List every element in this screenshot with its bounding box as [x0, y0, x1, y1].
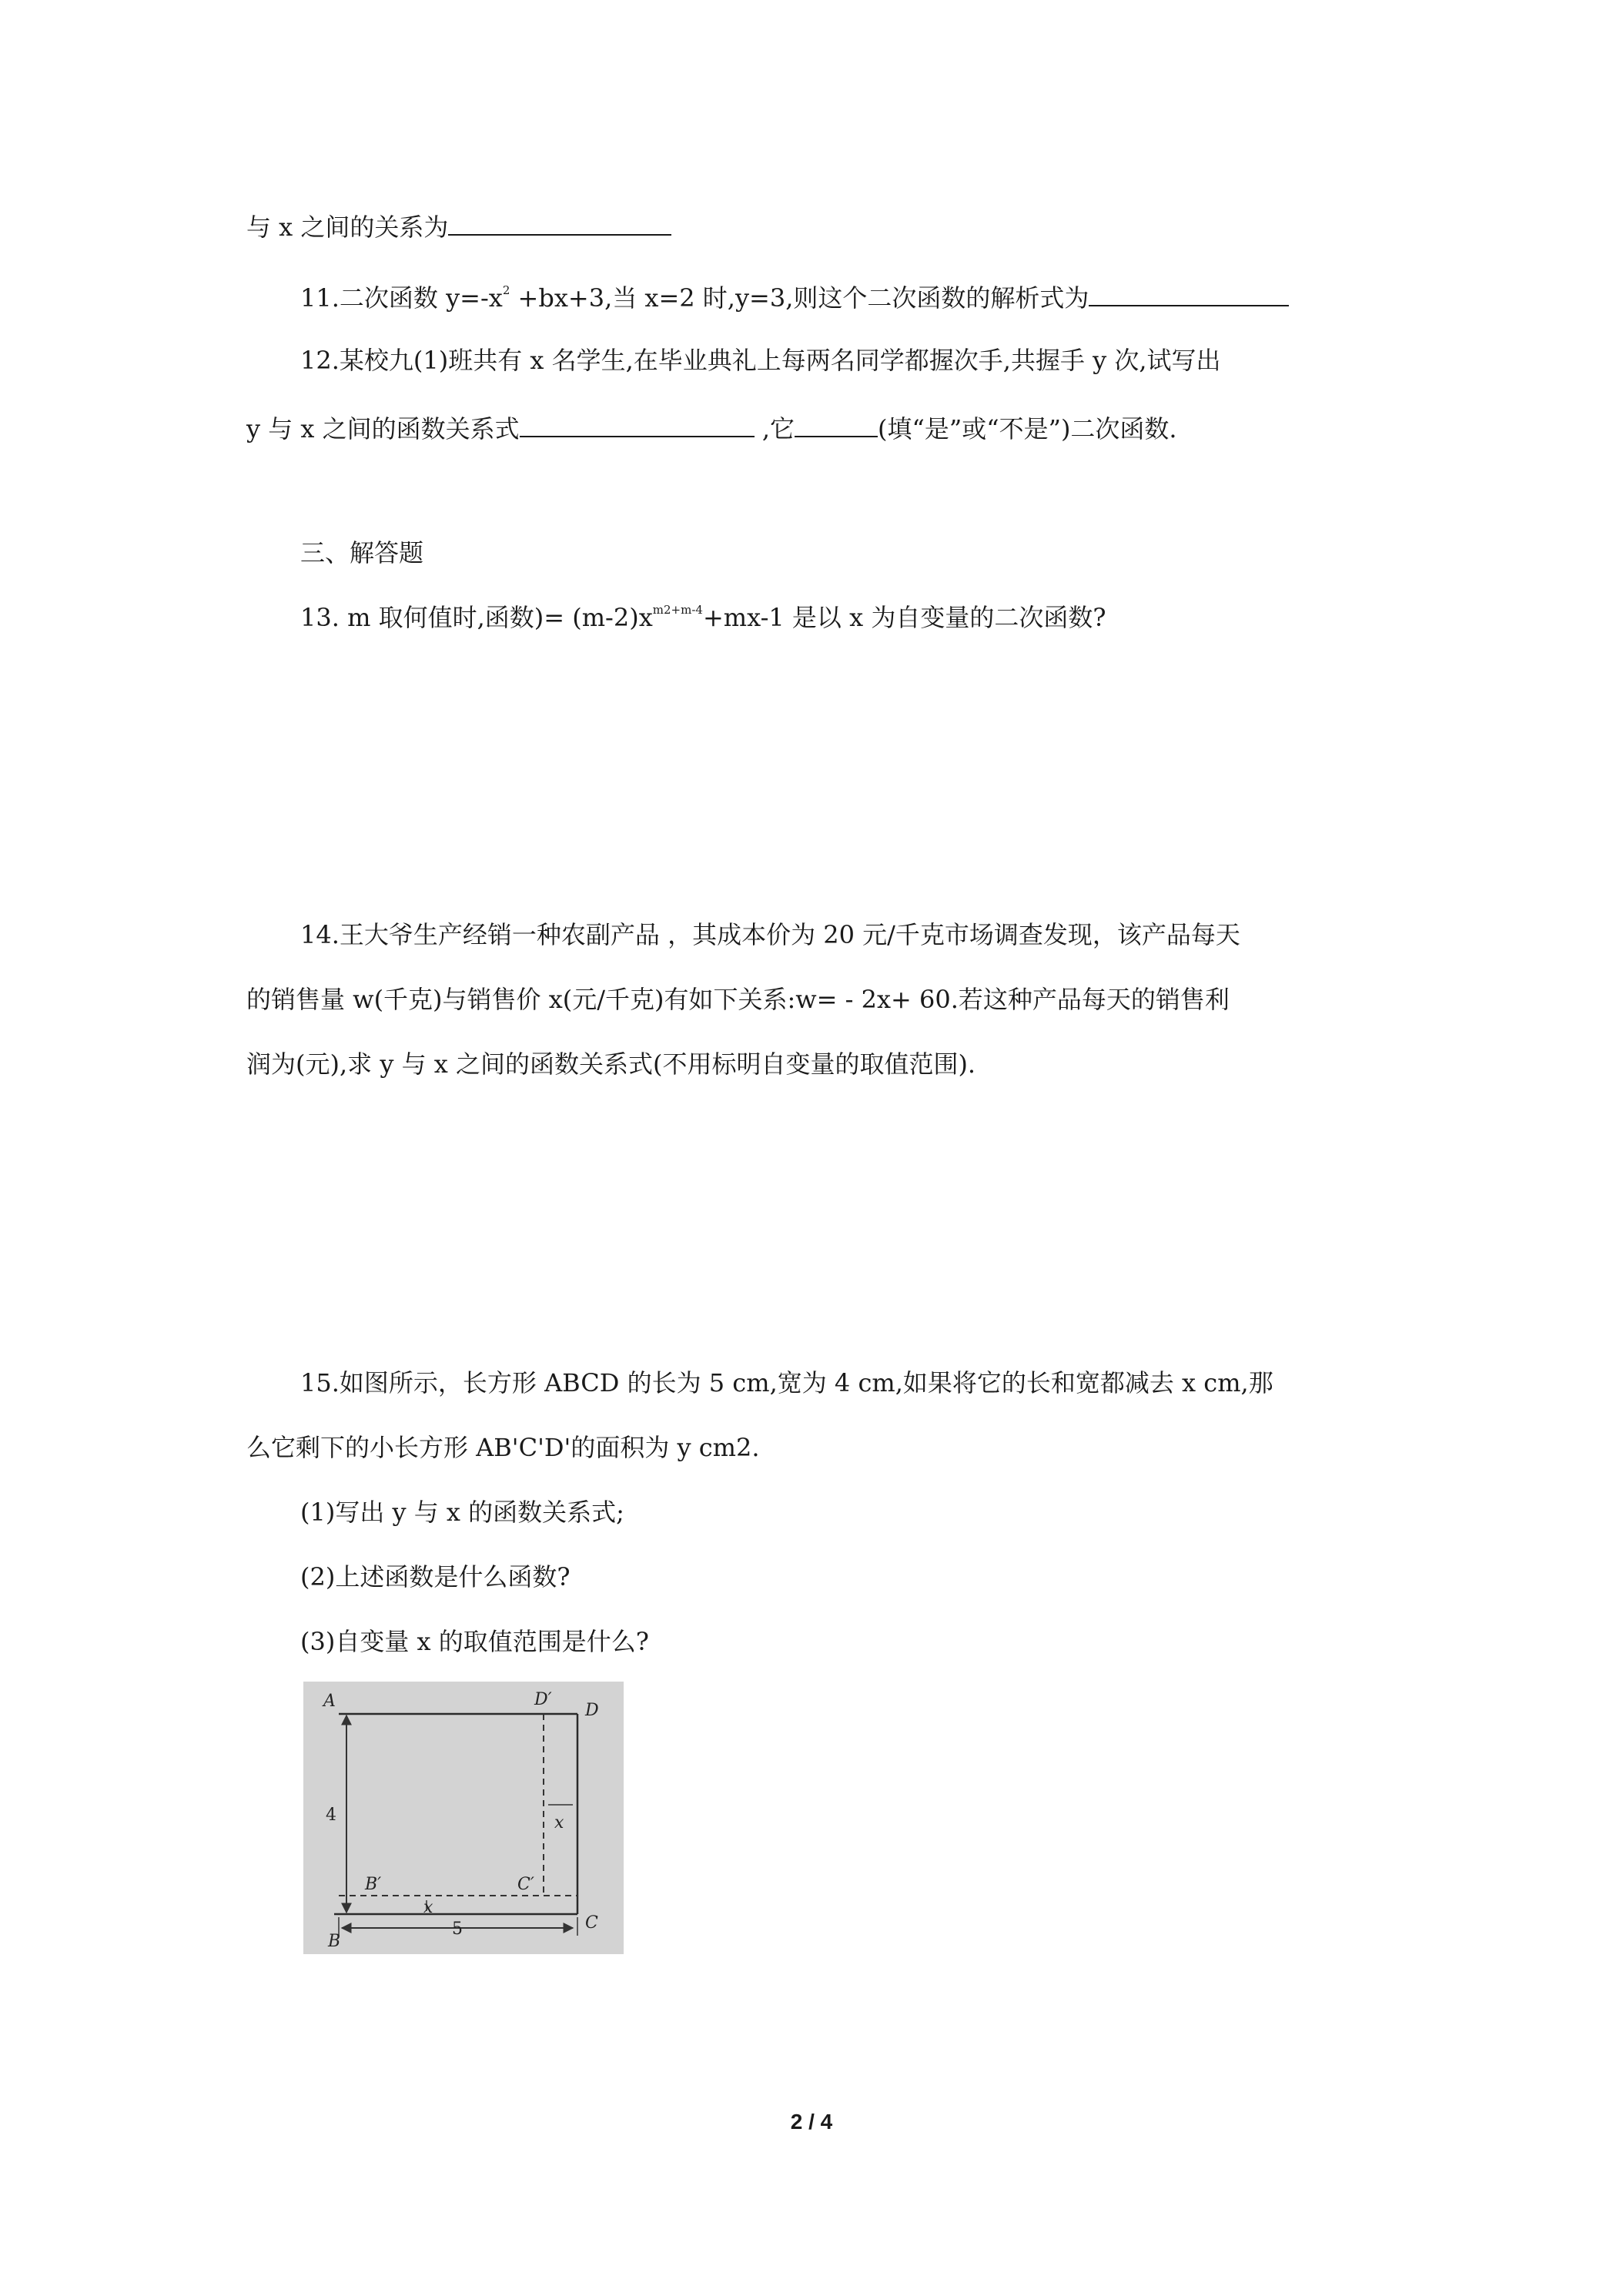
- answer-blank[interactable]: [795, 408, 878, 437]
- question-14-line1: 14.王大爷生产经销一种农副产品 ，其成本价为 20 元/千克市场调查发现，该产品每天: [300, 920, 1240, 949]
- label-b: B: [328, 1932, 341, 1951]
- answer-blank[interactable]: [448, 206, 671, 236]
- rectangle-figure: [303, 1682, 624, 1954]
- question-11: 11.二次函数 $y=-x^2 +bx+3$,当 x=2 时,y=3,则这个二次函数的解析式为: [300, 277, 1289, 315]
- question-15-part3: (3)自变量 x 的取值范围是什么?: [300, 1627, 649, 1656]
- answer-blank[interactable]: [1089, 277, 1289, 306]
- question-14-line3: 润为(元),求 y 与 x 之间的函数关系式(不用标明自变量的取值范围).: [246, 1049, 976, 1079]
- question-12-line2: y 与 x 之间的函数关系式 ,它 (填“是”或“不是”)二次函数.: [246, 408, 1177, 446]
- question-15-part2: (2)上述函数是什么函数?: [300, 1562, 571, 1591]
- label-x-right: x: [554, 1813, 564, 1832]
- question-15-line1: 15.如图所示，长方形 ABCD 的长为 5 cm,宽为 4 cm,如果将它的长和宽都减去 x cm,那: [300, 1368, 1273, 1397]
- section-heading: 三、解答题: [300, 538, 424, 567]
- question-14-line2: 的销售量 w(千克)与销售价 x(元/千克)有如下关系:w= - 2x+ 60.若这种产品每天的销售利: [246, 985, 1230, 1014]
- q10-continuation: 与 x 之间的关系为: [246, 206, 671, 244]
- label-c-prime: C′: [517, 1875, 534, 1894]
- label-a: A: [323, 1692, 336, 1711]
- label-five: 5: [452, 1919, 463, 1939]
- label-four: 4: [326, 1806, 336, 1825]
- page-number: 2 / 4: [790, 2110, 833, 2134]
- answer-blank[interactable]: [520, 408, 755, 437]
- label-d: D: [585, 1701, 599, 1720]
- label-b-prime: B′: [365, 1875, 382, 1894]
- question-12-line1: 12.某校九(1)班共有 x 名学生,在毕业典礼上每两名同学都握次手,共握手 y 次,试写出: [300, 346, 1221, 375]
- label-d-prime: D′: [534, 1690, 552, 1709]
- label-x-bottom: x: [423, 1898, 433, 1917]
- question-15-part1: (1)写出 y 与 x 的函数关系式;: [300, 1498, 624, 1527]
- question-15-line2: 么它剩下的小长方形 AB'C'D'的面积为 y cm2.: [246, 1433, 760, 1462]
- question-13: 13. m 取何值时,函数)= $(m-2)x^{m2+m-4}+mx-1$ 是以 x 为自变量的二次函数?: [300, 603, 1106, 632]
- label-c: C: [585, 1913, 598, 1933]
